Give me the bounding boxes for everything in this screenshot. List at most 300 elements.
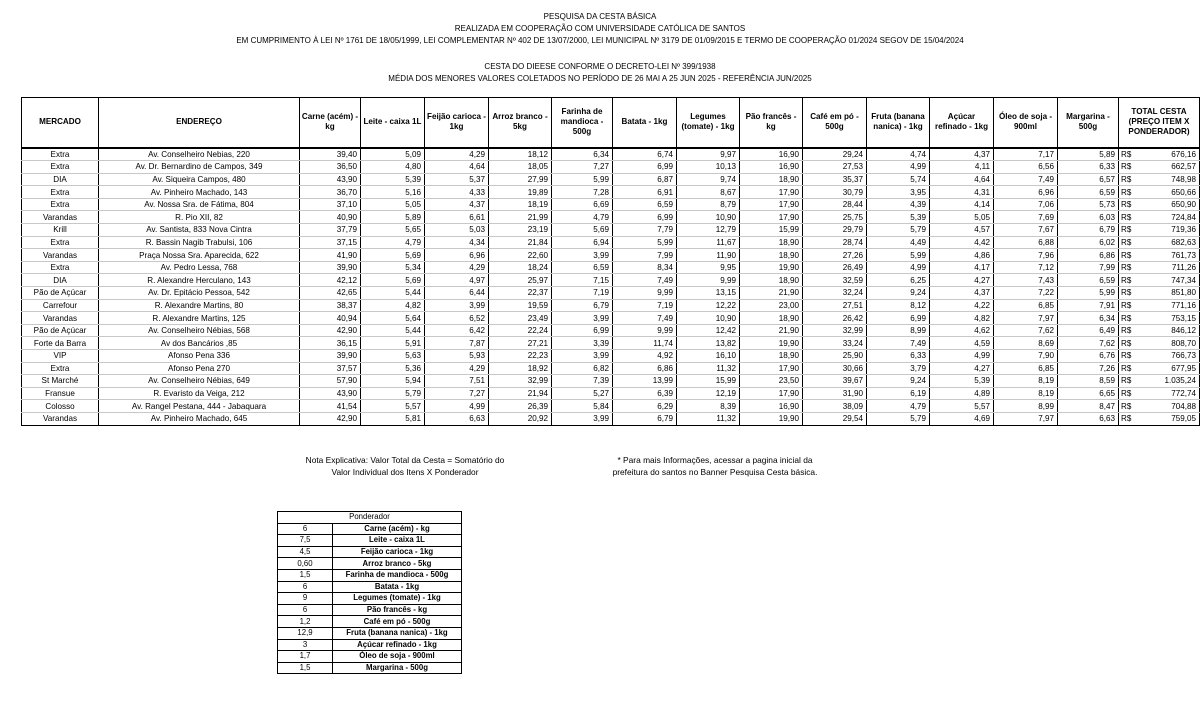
cell-price: 9,74 [677, 173, 740, 186]
cell-price: 6,99 [867, 312, 930, 325]
cell-endereco: Av dos Bancários ,85 [99, 337, 300, 350]
cell-price: 5,94 [361, 375, 425, 388]
cell-price: 5,57 [930, 400, 994, 413]
cell-price: 4,64 [930, 173, 994, 186]
cell-total: 719,36 [1139, 224, 1200, 237]
cell-total: 677,95 [1139, 362, 1200, 375]
cell-price: 36,15 [300, 337, 361, 350]
cell-total: 761,73 [1139, 249, 1200, 262]
cell-price: 21,94 [489, 387, 552, 400]
cell-price: 7,97 [994, 412, 1058, 425]
cell-price: 38,09 [803, 400, 867, 413]
cell-price: 4,29 [425, 261, 489, 274]
cell-price: 29,54 [803, 412, 867, 425]
cell-price: 13,82 [677, 337, 740, 350]
cell-endereco: R. Alexandre Martins, 125 [99, 312, 300, 325]
cell-price: 8,12 [867, 299, 930, 312]
cell-price: 25,75 [803, 211, 867, 224]
ponderador-value: 1,2 [278, 616, 333, 628]
cell-price: 33,24 [803, 337, 867, 350]
cell-price: 8,99 [867, 324, 930, 337]
cell-price: 7,99 [613, 249, 677, 262]
cell-price: 6,99 [552, 324, 613, 337]
cell-price: 3,79 [867, 362, 930, 375]
cell-currency: R$ [1119, 261, 1139, 274]
cell-price: 7,22 [994, 287, 1058, 300]
col-header-legumes: Legumes (tomate) - 1kg [677, 98, 740, 148]
cell-price: 5,91 [361, 337, 425, 350]
cell-total: 682,63 [1139, 236, 1200, 249]
cell-price: 6,19 [867, 387, 930, 400]
ponderador-item: Farinha de mandioca - 500g [333, 569, 462, 581]
ponderador-item: Arroz branco - 5kg [333, 558, 462, 570]
cell-price: 7,69 [994, 211, 1058, 224]
cell-price: 18,05 [489, 161, 552, 174]
cell-total: 724,84 [1139, 211, 1200, 224]
table-row [22, 186, 1200, 199]
cell-price: 7,12 [994, 261, 1058, 274]
cell-price: 35,37 [803, 173, 867, 186]
cell-price: 30,79 [803, 186, 867, 199]
cell-price: 6,79 [613, 412, 677, 425]
price-table [21, 97, 1200, 426]
ponderador-title: Ponderador [278, 512, 462, 524]
cell-price: 8,69 [994, 337, 1058, 350]
cell-price: 11,67 [677, 236, 740, 249]
cell-price: 57,90 [300, 375, 361, 388]
cell-price: 22,60 [489, 249, 552, 262]
cell-mercado: Extra [22, 362, 99, 375]
cell-price: 5,89 [1058, 148, 1119, 161]
table-row [22, 148, 1200, 161]
ponderador-value: 9 [278, 593, 333, 605]
ponderador-item: Açúcar refinado - 1kg [333, 639, 462, 651]
cell-currency: R$ [1119, 324, 1139, 337]
cell-mercado: VIP [22, 350, 99, 363]
table-row [22, 198, 1200, 211]
cell-price: 22,23 [489, 350, 552, 363]
cell-currency: R$ [1119, 236, 1139, 249]
cell-currency: R$ [1119, 249, 1139, 262]
cell-currency: R$ [1119, 287, 1139, 300]
cell-price: 20,92 [489, 412, 552, 425]
cell-price: 8,39 [677, 400, 740, 413]
ponderador-row [278, 604, 462, 616]
ponderador-value: 7,5 [278, 535, 333, 547]
cell-price: 32,24 [803, 287, 867, 300]
cell-price: 16,10 [677, 350, 740, 363]
cell-price: 28,44 [803, 198, 867, 211]
cell-price: 18,90 [740, 350, 803, 363]
cell-mercado: Pão de Açúcar [22, 287, 99, 300]
cell-price: 5,79 [867, 412, 930, 425]
cell-price: 15,99 [677, 375, 740, 388]
cell-total: 808,70 [1139, 337, 1200, 350]
cell-price: 21,99 [489, 211, 552, 224]
cell-price: 19,59 [489, 299, 552, 312]
cell-mercado: Colosso [22, 400, 99, 413]
cell-price: 5,81 [361, 412, 425, 425]
col-header-leite: Leite - caixa 1L [361, 98, 425, 148]
cell-mercado: Varandas [22, 312, 99, 325]
cell-price: 6,69 [552, 198, 613, 211]
cell-mercado: Extra [22, 186, 99, 199]
cell-price: 19,90 [740, 261, 803, 274]
cell-total: 1.035,24 [1139, 375, 1200, 388]
table-header-row [22, 98, 1200, 148]
cell-price: 6,85 [994, 299, 1058, 312]
ponderador-row [278, 593, 462, 605]
col-header-arroz: Arroz branco - 5kg [489, 98, 552, 148]
cell-mercado: Fransue [22, 387, 99, 400]
cell-currency: R$ [1119, 274, 1139, 287]
cell-currency: R$ [1119, 211, 1139, 224]
ponderador-row [278, 581, 462, 593]
cell-price: 30,66 [803, 362, 867, 375]
cell-mercado: Varandas [22, 412, 99, 425]
cell-price: 5,34 [361, 261, 425, 274]
cell-total: 759,05 [1139, 412, 1200, 425]
cell-price: 17,90 [740, 387, 803, 400]
ponderador-row [278, 639, 462, 651]
cell-price: 8,34 [613, 261, 677, 274]
cell-price: 7,96 [994, 249, 1058, 262]
cell-price: 17,90 [740, 362, 803, 375]
cell-price: 39,90 [300, 350, 361, 363]
cell-price: 4,92 [613, 350, 677, 363]
ponderador-value: 4,5 [278, 546, 333, 558]
cell-price: 18,90 [740, 312, 803, 325]
table-row [22, 224, 1200, 237]
cell-currency: R$ [1119, 362, 1139, 375]
cell-mercado: Forte da Barra [22, 337, 99, 350]
ponderador-value: 3 [278, 639, 333, 651]
cell-price: 6,29 [613, 400, 677, 413]
cell-price: 5,39 [867, 211, 930, 224]
cell-price: 39,40 [300, 148, 361, 161]
cell-price: 41,54 [300, 400, 361, 413]
cell-endereco: Av. Pinheiro Machado, 645 [99, 412, 300, 425]
cell-price: 27,21 [489, 337, 552, 350]
cell-price: 5,27 [552, 387, 613, 400]
cell-price: 19,90 [740, 337, 803, 350]
cell-price: 9,99 [613, 324, 677, 337]
cell-price: 6,52 [425, 312, 489, 325]
cell-price: 43,90 [300, 173, 361, 186]
cell-endereco: R. Evaristo da Veiga, 212 [99, 387, 300, 400]
cell-price: 3,99 [552, 350, 613, 363]
cell-price: 5,93 [425, 350, 489, 363]
cell-price: 5,69 [361, 249, 425, 262]
cell-total: 766,73 [1139, 350, 1200, 363]
cell-endereco: Av. Pinheiro Machado, 143 [99, 186, 300, 199]
cell-price: 8,99 [994, 400, 1058, 413]
table-row [22, 161, 1200, 174]
cell-price: 12,19 [677, 387, 740, 400]
cell-price: 19,90 [740, 412, 803, 425]
cell-total: 704,88 [1139, 400, 1200, 413]
ponderador-value: 6 [278, 581, 333, 593]
cell-price: 4,99 [867, 261, 930, 274]
cell-price: 17,90 [740, 198, 803, 211]
col-header-batata: Batata - 1kg [613, 98, 677, 148]
table-row [22, 400, 1200, 413]
col-header-farinha: Farinha de mandioca - 500g [552, 98, 613, 148]
cell-price: 23,00 [740, 299, 803, 312]
cell-price: 5,79 [361, 387, 425, 400]
cell-currency: R$ [1119, 161, 1139, 174]
cell-price: 5,37 [425, 173, 489, 186]
cell-price: 6,99 [613, 161, 677, 174]
table-row [22, 362, 1200, 375]
cell-price: 5,89 [361, 211, 425, 224]
cell-price: 16,90 [740, 148, 803, 161]
cell-price: 7,27 [552, 161, 613, 174]
cell-price: 9,24 [867, 375, 930, 388]
cell-currency: R$ [1119, 173, 1139, 186]
cell-price: 38,37 [300, 299, 361, 312]
cell-endereco: Av. Santista, 833 Nova Cintra [99, 224, 300, 237]
cell-price: 40,94 [300, 312, 361, 325]
cell-endereco: Av. Dr. Bernardino de Campos, 349 [99, 161, 300, 174]
cell-price: 6,99 [613, 211, 677, 224]
ponderador-value: 12,9 [278, 627, 333, 639]
cell-price: 5,99 [552, 173, 613, 186]
cell-total: 662,57 [1139, 161, 1200, 174]
cell-price: 5,73 [1058, 198, 1119, 211]
cell-price: 6,39 [613, 387, 677, 400]
cell-mercado: Varandas [22, 211, 99, 224]
cell-mercado: Extra [22, 161, 99, 174]
cell-price: 37,57 [300, 362, 361, 375]
cell-price: 8,47 [1058, 400, 1119, 413]
cell-price: 6,79 [1058, 224, 1119, 237]
note-explanatory [280, 454, 530, 478]
cell-price: 7,26 [1058, 362, 1119, 375]
cell-price: 7,90 [994, 350, 1058, 363]
cell-mercado: Extra [22, 198, 99, 211]
cell-currency: R$ [1119, 312, 1139, 325]
table-row [22, 299, 1200, 312]
col-header-pao: Pão francês - kg [740, 98, 803, 148]
cell-price: 6,44 [425, 287, 489, 300]
cell-price: 7,27 [425, 387, 489, 400]
cell-price: 5,63 [361, 350, 425, 363]
cell-price: 12,22 [677, 299, 740, 312]
ponderador-row [278, 651, 462, 663]
cell-price: 4,34 [425, 236, 489, 249]
cell-price: 4,22 [930, 299, 994, 312]
cell-price: 7,43 [994, 274, 1058, 287]
cell-price: 4,39 [867, 198, 930, 211]
cell-price: 7,49 [994, 173, 1058, 186]
cell-price: 4,33 [425, 186, 489, 199]
note-more-info-line1: * Para mais Informações, acessar a pagina inicial da [617, 455, 813, 465]
table-row [22, 211, 1200, 224]
cell-endereco: Av. Conselheiro Nébias, 649 [99, 375, 300, 388]
cell-price: 4,82 [930, 312, 994, 325]
cell-price: 21,84 [489, 236, 552, 249]
cell-price: 4,86 [930, 249, 994, 262]
cell-price: 4,79 [361, 236, 425, 249]
cell-price: 10,13 [677, 161, 740, 174]
cell-price: 13,99 [613, 375, 677, 388]
cell-price: 8,79 [677, 198, 740, 211]
cell-price: 5,99 [1058, 287, 1119, 300]
cell-endereco: R. Alexandre Herculano, 143 [99, 274, 300, 287]
cell-price: 5,05 [930, 211, 994, 224]
cell-price: 18,12 [489, 148, 552, 161]
cell-price: 5,79 [867, 224, 930, 237]
cell-price: 6,56 [994, 161, 1058, 174]
cell-price: 4,64 [425, 161, 489, 174]
cell-price: 7,06 [994, 198, 1058, 211]
cell-price: 4,14 [930, 198, 994, 211]
ponderador-value: 0,60 [278, 558, 333, 570]
cell-price: 6,85 [994, 362, 1058, 375]
cell-price: 32,59 [803, 274, 867, 287]
cell-price: 43,90 [300, 387, 361, 400]
ponderador-item: Café em pó - 500g [333, 616, 462, 628]
ponderador-row [278, 627, 462, 639]
cell-price: 17,90 [740, 186, 803, 199]
note-explanatory-line1: Nota Explicativa: Valor Total da Cesta = Somatório do [305, 455, 505, 465]
cell-price: 4,27 [930, 362, 994, 375]
cell-price: 18,24 [489, 261, 552, 274]
note-more-info-line2: prefeitura do santos no Banner Pesquisa Cesta básica. [612, 467, 818, 477]
cell-price: 6,86 [613, 362, 677, 375]
cell-endereco: R. Alexandre Martins, 80 [99, 299, 300, 312]
cell-price: 6,34 [552, 148, 613, 161]
cell-price: 10,90 [677, 312, 740, 325]
note-more-info [585, 454, 845, 478]
cell-price: 6,59 [613, 198, 677, 211]
cell-price: 9,24 [867, 287, 930, 300]
cell-price: 4,37 [930, 148, 994, 161]
cell-price: 19,89 [489, 186, 552, 199]
table-row [22, 412, 1200, 425]
cell-price: 6,94 [552, 236, 613, 249]
cell-total: 650,66 [1139, 186, 1200, 199]
cell-price: 3,95 [867, 186, 930, 199]
cell-price: 7,19 [613, 299, 677, 312]
ponderador-value: 1,5 [278, 662, 333, 674]
ponderador-item: Fruta (banana nanica) - 1kg [333, 627, 462, 639]
cell-price: 6,63 [1058, 412, 1119, 425]
cell-price: 6,25 [867, 274, 930, 287]
cell-price: 4,29 [425, 148, 489, 161]
cell-endereco: Av. Pedro Lessa, 768 [99, 261, 300, 274]
cell-price: 4,74 [867, 148, 930, 161]
ponderador-value: 6 [278, 523, 333, 535]
cell-price: 6,49 [1058, 324, 1119, 337]
cell-price: 6,96 [425, 249, 489, 262]
cell-endereco: Av. Conselheiro Nébias, 568 [99, 324, 300, 337]
cell-price: 7,67 [994, 224, 1058, 237]
cell-currency: R$ [1119, 412, 1139, 425]
ponderador-value: 1,7 [278, 651, 333, 663]
cell-price: 4,31 [930, 186, 994, 199]
cell-mercado: DIA [22, 173, 99, 186]
cell-price: 7,49 [613, 274, 677, 287]
cell-price: 6,34 [1058, 312, 1119, 325]
cell-currency: R$ [1119, 350, 1139, 363]
report-decree: CESTA DO DIEESE CONFORME O DECRETO-LEI Nº 399/1938 [484, 62, 716, 71]
cell-price: 5,65 [361, 224, 425, 237]
cell-price: 6,57 [1058, 173, 1119, 186]
cell-mercado: Krill [22, 224, 99, 237]
cell-price: 31,90 [803, 387, 867, 400]
cell-price: 4,49 [867, 236, 930, 249]
cell-price: 4,80 [361, 161, 425, 174]
cell-price: 32,99 [489, 375, 552, 388]
table-row [22, 261, 1200, 274]
cell-price: 9,95 [677, 261, 740, 274]
cell-price: 4,97 [425, 274, 489, 287]
cell-price: 41,90 [300, 249, 361, 262]
cell-currency: R$ [1119, 299, 1139, 312]
cell-price: 18,90 [740, 236, 803, 249]
cell-currency: R$ [1119, 337, 1139, 350]
cell-price: 7,28 [552, 186, 613, 199]
cell-price: 7,51 [425, 375, 489, 388]
cell-price: 28,74 [803, 236, 867, 249]
cell-price: 23,19 [489, 224, 552, 237]
ponderador-item: Pão francês - kg [333, 604, 462, 616]
cell-price: 6,42 [425, 324, 489, 337]
col-header-oleo: Óleo de soja - 900ml [994, 98, 1058, 148]
cell-price: 9,99 [677, 274, 740, 287]
ponderador-item: Legumes (tomate) - 1kg [333, 593, 462, 605]
cell-price: 6,33 [867, 350, 930, 363]
cell-price: 7,49 [867, 337, 930, 350]
table-row [22, 287, 1200, 300]
cell-price: 5,03 [425, 224, 489, 237]
cell-price: 5,84 [552, 400, 613, 413]
cell-price: 6,91 [613, 186, 677, 199]
cell-price: 18,90 [740, 249, 803, 262]
cell-price: 23,49 [489, 312, 552, 325]
cell-price: 37,10 [300, 198, 361, 211]
ponderador-title-row [278, 512, 462, 524]
cell-endereco: Av. Conselheiro Nebias, 220 [99, 148, 300, 161]
cell-price: 29,24 [803, 148, 867, 161]
cell-price: 5,57 [361, 400, 425, 413]
col-header-feijao: Feijão carioca - 1kg [425, 98, 489, 148]
cell-price: 4,99 [425, 400, 489, 413]
cell-price: 5,39 [361, 173, 425, 186]
cell-price: 5,36 [361, 362, 425, 375]
cell-mercado: Extra [22, 261, 99, 274]
cell-price: 16,90 [740, 400, 803, 413]
cell-mercado: Extra [22, 236, 99, 249]
cell-price: 4,17 [930, 261, 994, 274]
cell-price: 3,99 [425, 299, 489, 312]
ponderador-item: Feijão carioca - 1kg [333, 546, 462, 558]
cell-price: 18,90 [740, 274, 803, 287]
table-row [22, 173, 1200, 186]
cell-price: 10,90 [677, 211, 740, 224]
cell-currency: R$ [1119, 198, 1139, 211]
ponderador-value: 6 [278, 604, 333, 616]
cell-currency: R$ [1119, 186, 1139, 199]
cell-price: 29,79 [803, 224, 867, 237]
cell-price: 4,27 [930, 274, 994, 287]
ponderador-row [278, 535, 462, 547]
cell-price: 37,15 [300, 236, 361, 249]
cell-price: 9,99 [613, 287, 677, 300]
cell-price: 27,51 [803, 299, 867, 312]
